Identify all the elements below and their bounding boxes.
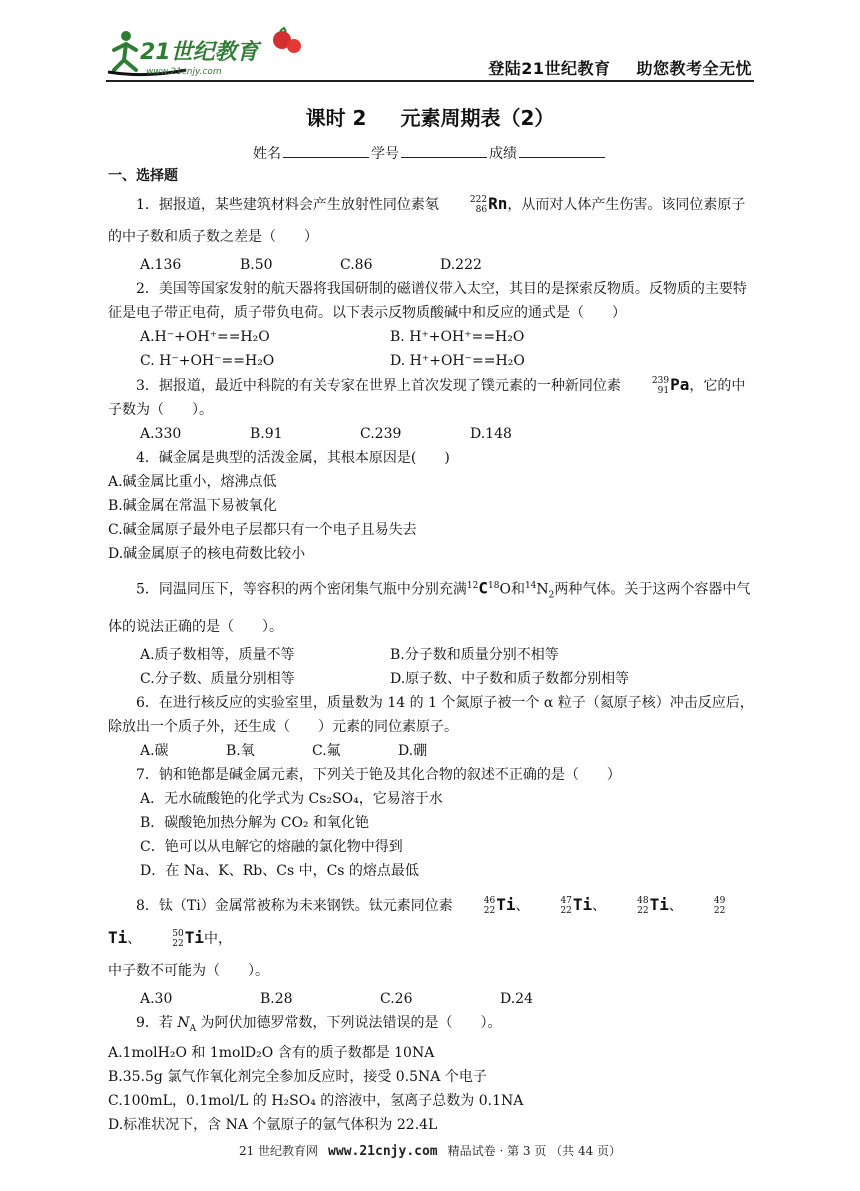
student-info-line: 姓名 学号 成绩 xyxy=(0,143,860,163)
page-header xyxy=(0,0,860,84)
page-footer: 21 世纪教育网 www.21cnjy.com 精品试卷 · 第 3 页 （共 44 页） xyxy=(238,1144,622,1159)
isotope-notation: 222 86 xyxy=(469,195,488,215)
question-6: 6．在进行核反应的实验室里，质量数为 14 的 1 个氮原子被一个 α 粒子（氦原子核）冲击反应后，除放出一个质子外，还生成（ ）元素的同位素原子。 A.碳 B.氧 C.氟 D.硼 xyxy=(108,691,754,763)
options-row: A.碳 B.氧 C.氟 D.硼 xyxy=(140,743,428,760)
footer-site-link[interactable]: www.21cnjy.com xyxy=(328,1144,438,1159)
score-blank[interactable] xyxy=(519,143,605,158)
logo-21cnjy xyxy=(106,26,306,78)
header-divider xyxy=(106,80,754,82)
question-1: 1．据报道，某些建筑材料会产生放射性同位素氡 222 86 Rn，从而对人体产生伤害。该同位素原子的中子数和质子数之差是（ ） A.136 B.50 C.86 D.222 xyxy=(108,188,754,277)
isotope-notation: 239 91 xyxy=(651,376,670,396)
options-row: A.330 B.91 C.239 D.148 xyxy=(140,426,512,442)
isotope-notation: 50 22 xyxy=(172,929,184,950)
question-list xyxy=(108,164,754,1137)
options-row: C. H⁻+OH⁻==H₂O D. H⁺+OH⁻==H₂O xyxy=(140,353,525,369)
options-row: A.30 B.28 C.26 D.24 xyxy=(140,991,533,1008)
section-heading: 一、选择题 xyxy=(108,168,178,184)
question-7: 7．钠和铯都是碱金属元素，下列关于铯及其化合物的叙述不正确的是（ ） A．无水硫酸铯的化学式为 Cs₂SO₄，它易溶于水 B．碳酸铯加热分解为 CO₂ 和氧化铯 C．铯可以从电解它的熔融的氯化物中得到 D．在 Na、K、Rb、Cs 中，Cs 的熔点最低 xyxy=(136,767,621,880)
question-8: 8．钛（Ti）金属常被称为未来钢铁。钛元素同位素 46 22 Ti、 47 22 Ti、 48 22 Ti、 49 22 Ti、 50 22 Ti中， 中子数不可能为（ ）。 A.30 B.28 C.26 D.24 xyxy=(108,889,754,1011)
question-9: 9．若 $N_A$ 为阿伏加德罗常数，下列说法错误的是（ ）。 A.1molH₂O 和 1molD₂O 含有的质子数都是 10NA B.35.5g 氯气作氧化剂完全参加反应时，接受 0.5NA 个电子 C.100mL，0.1mol/L 的 H₂SO₄ 的溶液中，氢离子总数为 0.1NA D.标准状况下，含 NA 个氩原子的氩气体积为 22.4L xyxy=(108,1015,524,1134)
svg-text:www.21cnjy.com: www.21cnjy.com xyxy=(146,67,222,77)
question-3: 3．据报道，最近中科院的有关专家在世界上首次发现了镤元素的一种新同位素 239 91 Pa，它的中子数为（ ）。 A.330 B.91 C.239 D.148 xyxy=(108,373,754,446)
question-4: 4．碱金属是典型的活泼金属，其根本原因是( ) A.碱金属比重小，熔沸点低 B.碱金属在常温下易被氧化 C.碱金属原子最外电子层都只有一个电子且易失去 D.碱金属原子的核电荷数比较小 xyxy=(108,450,450,562)
options-row: C.分子数、质量分别相等 D.原子数、中子数和质子数都分别相等 xyxy=(140,671,630,688)
question-2: 2．美国等国家发射的航天器将我国研制的磁谱仪带入太空，其目的是探索反物质。反物质的主要特征是电子带正电荷，质子带负电荷。以下表示反物质酸碱中和反应的通式是（ ） A.H⁻+OH⁺==H₂O B. H⁺+OH⁺==H₂O C. H⁻+OH⁻==H₂O D. H⁺+OH⁻==H₂O xyxy=(108,277,754,373)
page-title: 课时 2 元素周期表（2） xyxy=(305,106,555,130)
name-blank[interactable] xyxy=(283,143,369,158)
header-slogan: 登陆21世纪教育 助您教考全无忧 xyxy=(488,59,752,78)
isotope-notation: 49 22 xyxy=(713,896,726,917)
isotope-notation: 46 22 xyxy=(483,896,496,917)
isotope-notation: 48 22 xyxy=(637,896,649,917)
id-blank[interactable] xyxy=(401,143,487,158)
isotope-notation: 47 22 xyxy=(560,896,572,917)
options-row: A.质子数相等，质量不等 B.分子数和质量分别不相等 xyxy=(140,647,559,664)
options-row: A.136 B.50 C.86 D.222 xyxy=(140,257,482,273)
question-5: 5．同温同压下，等容积的两个密闭集气瓶中分别充满$^{12}C^{18}O$和$^{14}N_2$两种气体。关于这两个容器中气体的说法正确的是（ ）。 A.质子数相等，质量不等 B.分子数和质量分别不相等 C.分子数、质量分别相等 D.原子数、中子数和质子数都分别相等 xyxy=(108,570,754,691)
svg-text:21世纪教育: 21世纪教育 xyxy=(140,40,259,65)
options-row: A.H⁻+OH⁺==H₂O B. H⁺+OH⁺==H₂O xyxy=(140,329,525,345)
